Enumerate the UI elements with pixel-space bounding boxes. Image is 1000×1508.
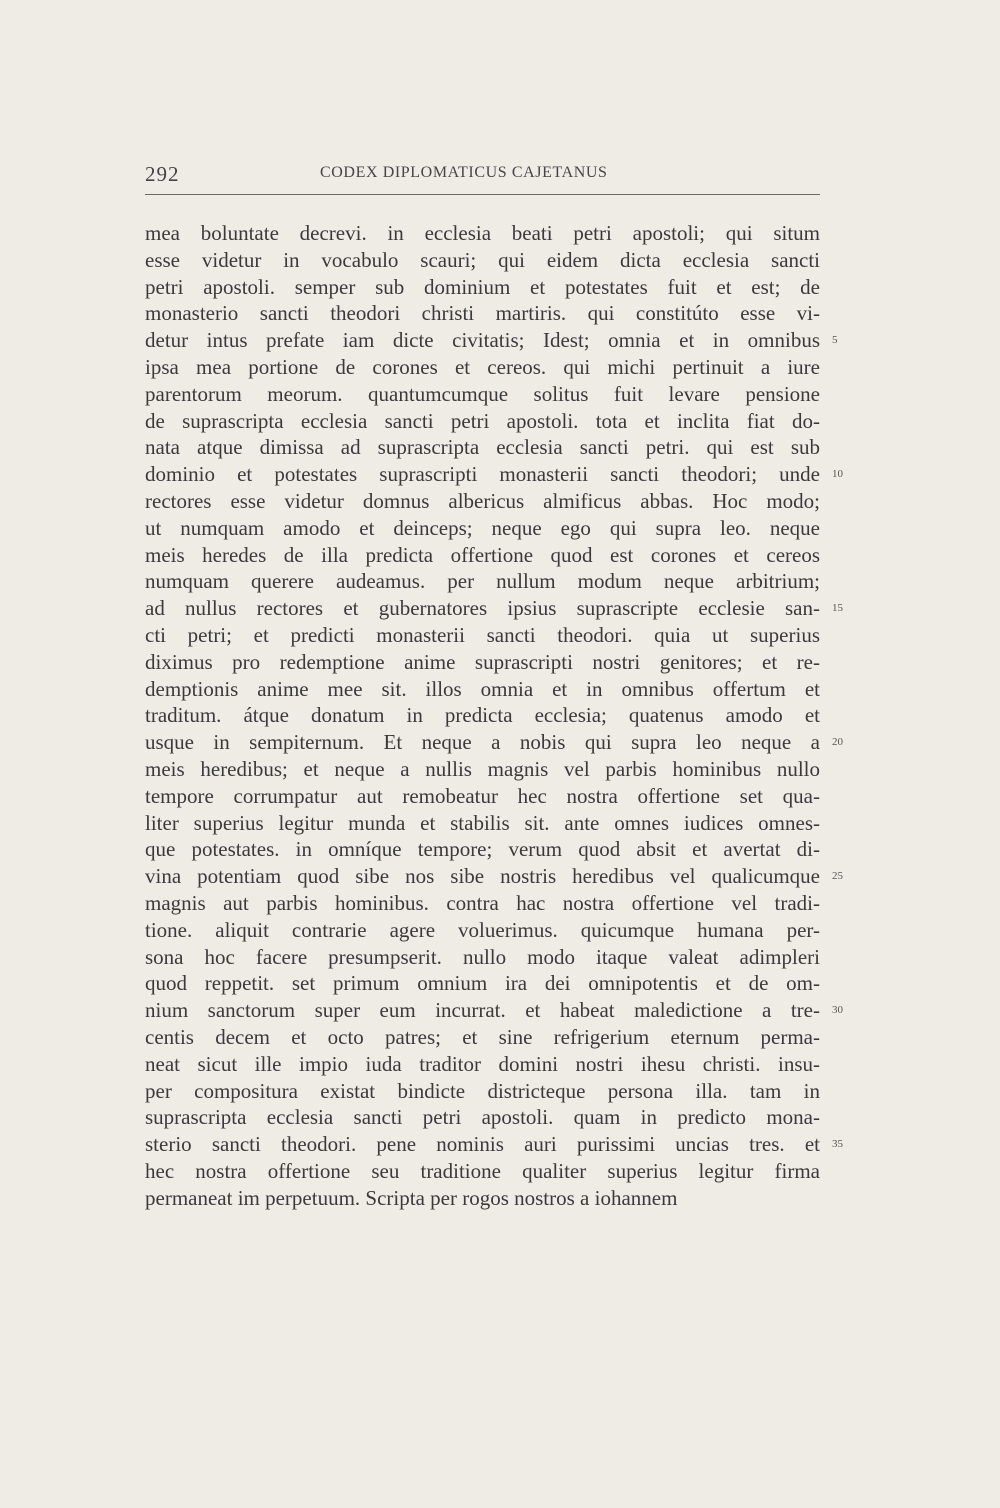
margin-line-number: 5 <box>832 334 838 347</box>
margin-line-number: 35 <box>832 1138 843 1151</box>
text-line: nata atque dimissa ad suprascripta ecclesia sancti petri. qui est sub <box>145 435 820 460</box>
text-line: cti petri; et predicti monasterii sancti theodori. quia ut superius <box>145 622 820 647</box>
text-line: tione. aliquit contrarie agere voluerimus. quicumque humana per- <box>145 917 820 942</box>
text-line: centis decem et octo patres; et sine refrigerium eternum perma- <box>145 1024 820 1049</box>
text-line: hec nostra offertione seu traditione qualiter superius legitur firma <box>145 1158 820 1183</box>
text-line: sterio sancti theodori. pene nominis auri purissimi uncias tres. et <box>145 1132 820 1157</box>
running-title: CODEX DIPLOMATICUS CAJETANUS <box>320 164 608 181</box>
text-line: rectores esse videtur domnus albericus almificus abbas. Hoc modo; <box>145 488 820 513</box>
text-line: suprascripta ecclesia sancti petri apostoli. quam in predicto mona- <box>145 1105 820 1130</box>
text-line: que potestates. in omníque tempore; verum quod absit et avertat di- <box>145 837 820 862</box>
text-line: permaneat im perpetuum. Scripta per rogos nostros a iohannem <box>145 1185 678 1210</box>
text-line: esse videtur in vocabulo scauri; qui eidem dicta ecclesia sancti <box>145 247 820 272</box>
body-text <box>145 220 820 1211</box>
text-line: quod reppetit. set primum omnium ira dei omnipotentis et de om- <box>145 971 820 996</box>
text-line: detur intus prefate iam dicte civitatis; Idest; omnia et in omnibus <box>145 328 820 353</box>
text-line: liter superius legitur munda et stabilis sit. ante omnes iudices omnes- <box>145 810 820 835</box>
text-line: ad nullus rectores et gubernatores ipsius suprascripte ecclesie san- <box>145 596 820 621</box>
text-line: per compositura existat bindicte districteque persona illa. tam in <box>145 1078 820 1103</box>
text-line: meis heredes de illa predicta offertione quod est corones et cereos <box>145 542 820 567</box>
text-line: diximus pro redemptione anime suprascripti nostri genitores; et re- <box>145 649 820 674</box>
text-line: magnis aut parbis hominibus. contra hac nostra offertione vel tradi- <box>145 890 820 915</box>
text-line: parentorum meorum. quantumcumque solitus fuit levare pensione <box>145 381 820 406</box>
text-line: dominio et potestates suprascripti monasterii sancti theodori; unde <box>145 462 820 487</box>
text-line: numquam querere audeamus. per nullum modum neque arbitrium; <box>145 569 820 594</box>
margin-line-number: 20 <box>832 736 843 749</box>
text-line: meis heredibus; et neque a nullis magnis vel parbis hominibus nullo <box>145 756 820 781</box>
text-line: ipsa mea portione de corones et cereos. qui michi pertinuit a iure <box>145 354 820 379</box>
margin-line-number: 10 <box>832 468 843 481</box>
page-number: 292 <box>145 162 180 186</box>
text-line: monasterio sancti theodori christi martiris. qui constitúto esse vi- <box>145 301 820 326</box>
page-header <box>145 160 820 190</box>
header-rule <box>145 194 820 195</box>
text-line: mea boluntate decrevi. in ecclesia beati petri apostoli; qui situm <box>145 221 820 245</box>
text-line: tempore corrumpatur aut remobeatur hec nostra offertione set qua- <box>145 783 820 808</box>
text-line: petri apostoli. semper sub dominium et potestates fuit et est; de <box>145 274 820 299</box>
text-line: vina potentiam quod sibe nos sibe nostris heredibus vel qualicumque <box>145 864 820 889</box>
margin-line-number: 25 <box>832 870 843 883</box>
text-line: usque in sempiternum. Et neque a nobis qui supra leo neque a <box>145 730 820 755</box>
text-line: traditum. átque donatum in predicta ecclesia; quatenus amodo et <box>145 703 820 728</box>
text-line: de suprascripta ecclesia sancti petri apostoli. tota et inclita fiat do- <box>145 408 820 433</box>
text-line: nium sanctorum super eum incurrat. et habeat maledictione a tre- <box>145 998 820 1023</box>
margin-line-number: 15 <box>832 602 843 615</box>
margin-line-number: 30 <box>832 1004 843 1017</box>
text-line: ut numquam amodo et deinceps; neque ego qui supra leo. neque <box>145 515 820 540</box>
text-line: demptionis anime mee sit. illos omnia et in omnibus offertum et <box>145 676 820 701</box>
text-line: neat sicut ille impio iuda traditor domini nostri ihesu christi. insu- <box>145 1051 820 1076</box>
text-line: sona hoc facere presumpserit. nullo modo itaque valeat adimpleri <box>145 944 820 969</box>
